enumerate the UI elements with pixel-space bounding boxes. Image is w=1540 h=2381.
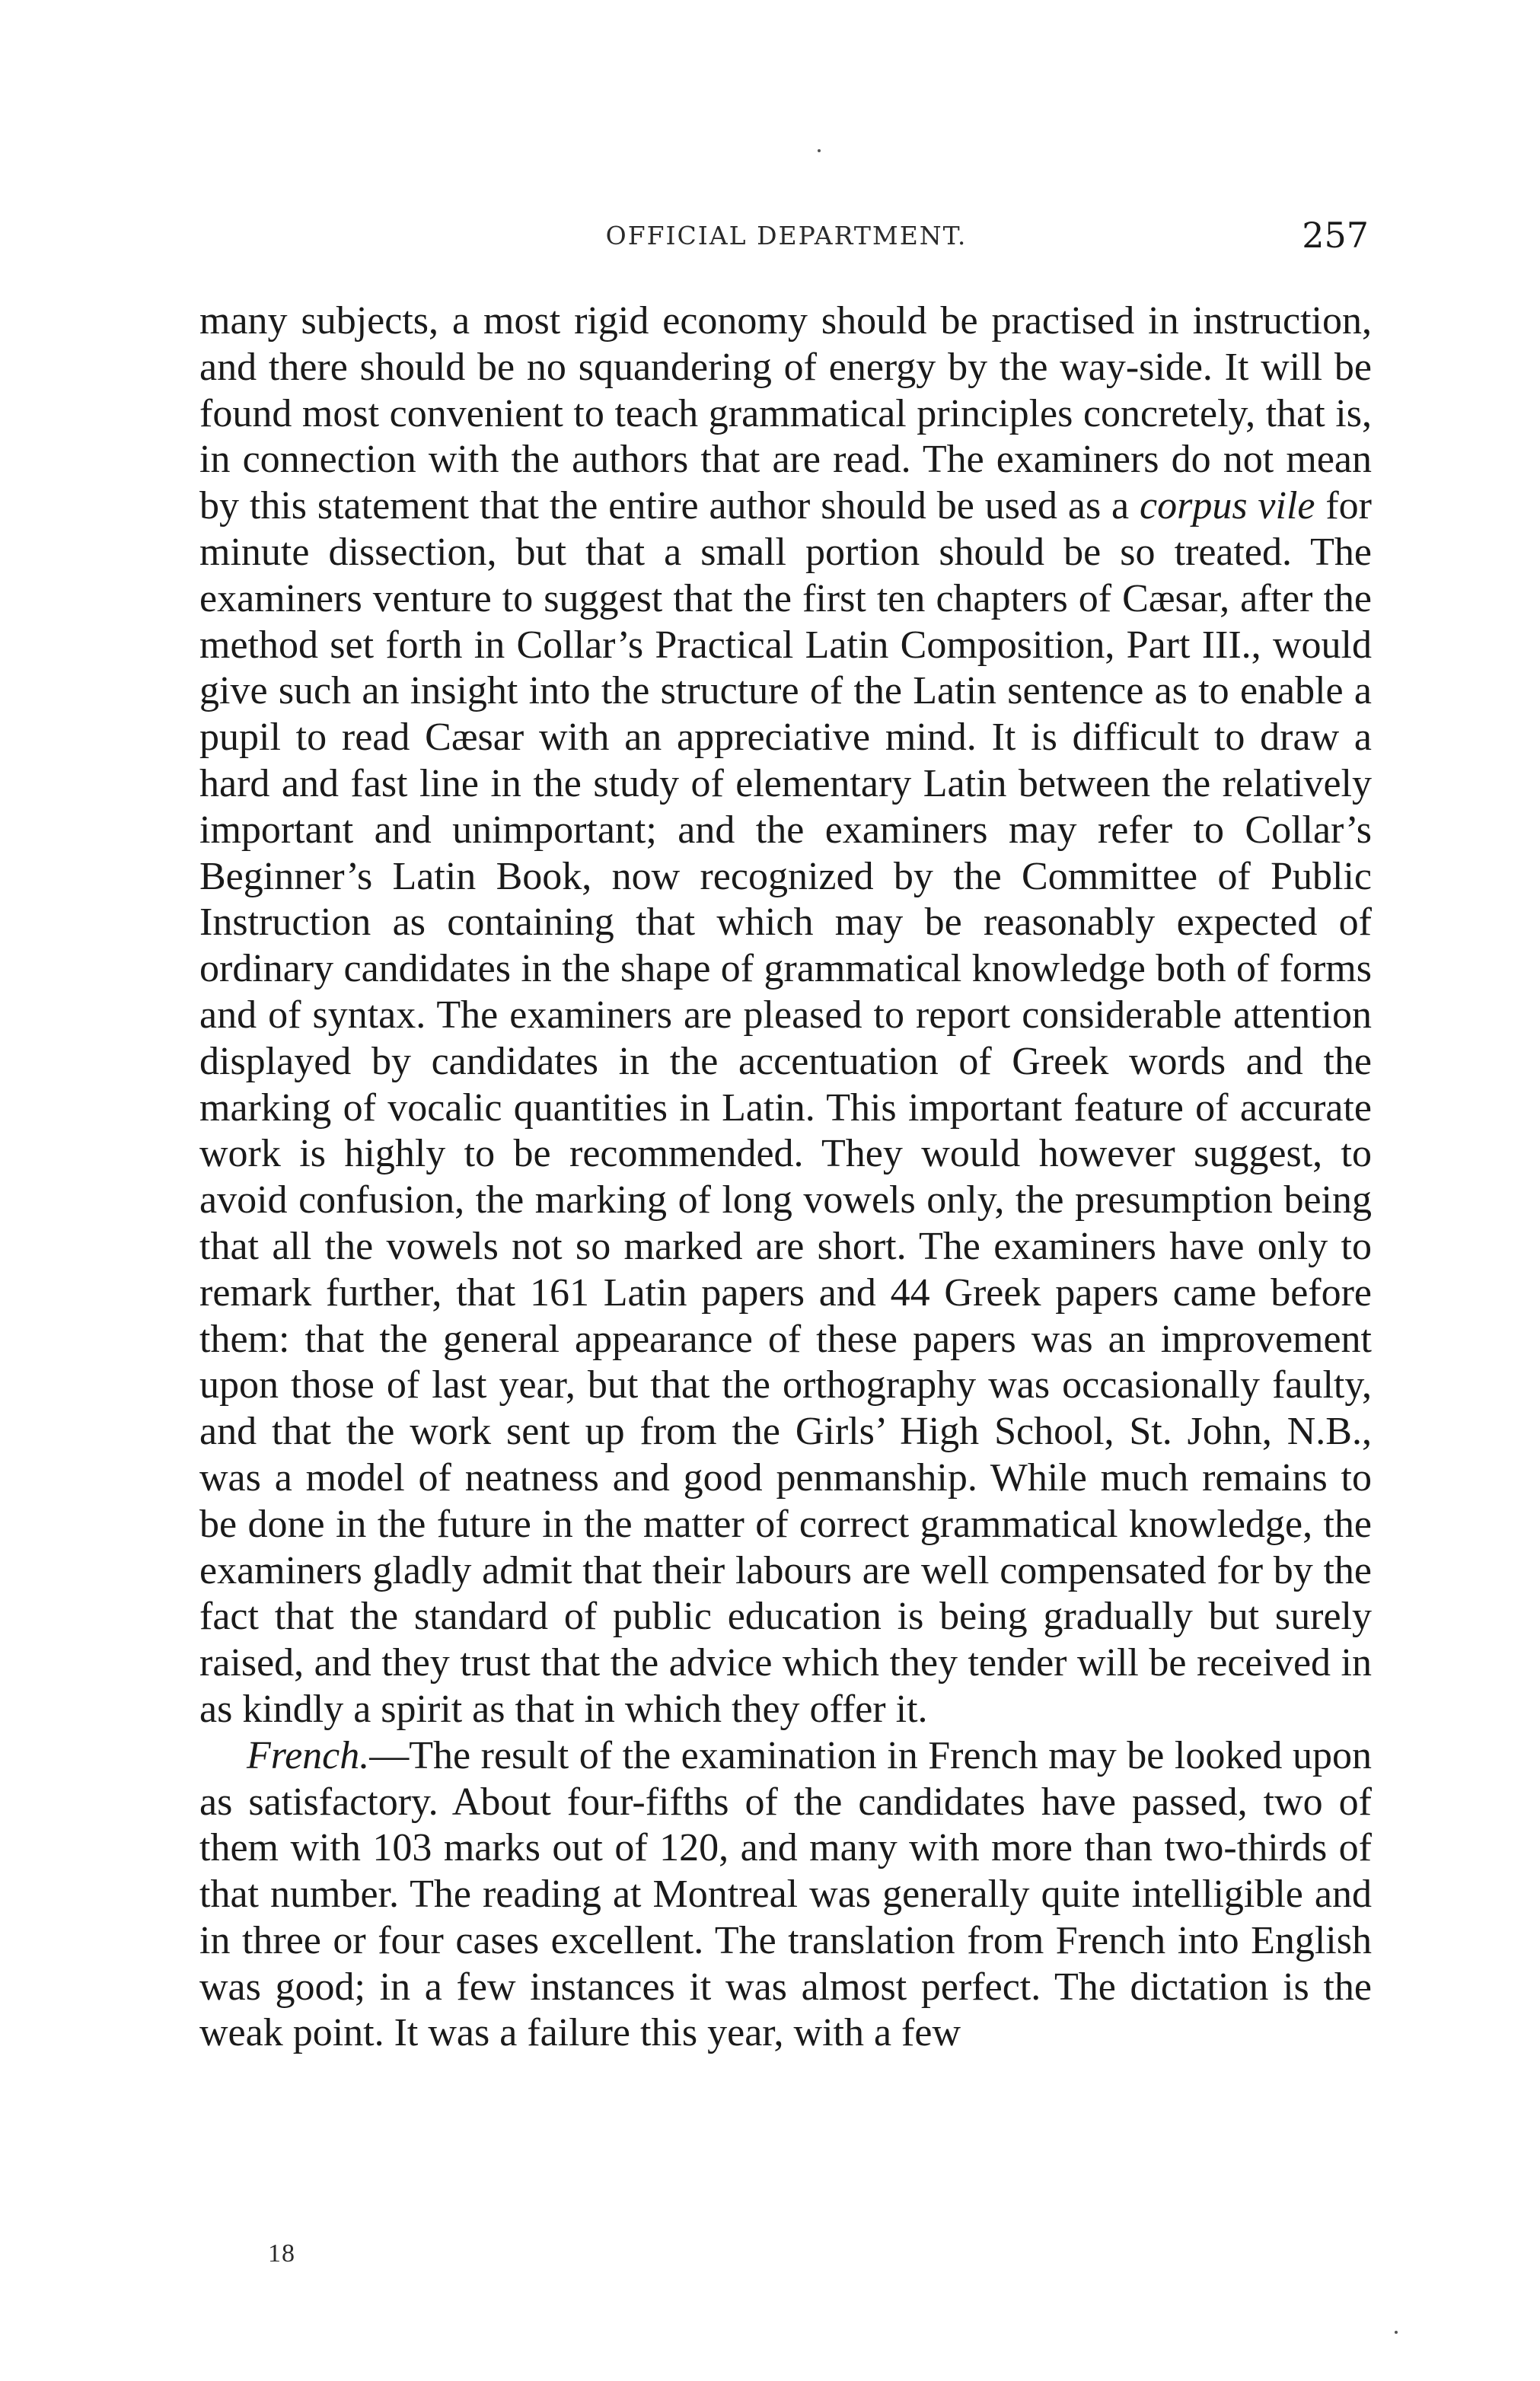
- text-run: for minute dissection, but that a small portion should be so treated. The examiners venture to suggest that the first ten chapters of Cæsar, after the method set forth in Collar’s Practical Latin Composition, Part III., would give such an insight into the structure of the Latin sentence as to enable a pupil to read Cæsar with an appreciative mind. It is difficult to draw a hard and fast line in the study of elementary Latin between the relatively important and unimportant; and the examiners may refer to Collar’s Beginner’s Latin Book, now recognized by the Committee of Public Instruction as containing that which may be reasonably expected of ordinary candidates in the shape of grammatical knowledge both of forms and of syntax. The examiners are pleased to report considerable attention displayed by candidates in the accentuation of Greek words and the marking of vocalic quantities in Latin. This important feature of accurate work is highly to be recommended. They would however suggest, to avoid confusion, the marking of long vowels only, the presumption being that all the vowels not so marked are short. The examiners have only to remark further, that 161 Latin papers and 44 Greek papers came before them: that the general appearance of these papers was an improvement upon those of last year, but that the orthography was occasionally faulty, and that the work sent up from the Girls’ High School, St. John, N.B., was a model of neatness and good penmanship. While much remains to be done in the future in the matter of correct grammatical knowledge, the examiners gladly admit that their labours are well compensated for by the fact that the standard of public education is being gradually but surely raised, and they trust that the advice which they tender will be received in as kindly a spirit as that in which they offer it.: [199, 484, 1373, 1731]
- page-header: [204, 215, 1369, 276]
- page-number: 257: [1302, 215, 1369, 256]
- paragraph-latin-greek-report: [199, 298, 1372, 1733]
- stray-mark: [1395, 2331, 1398, 2334]
- body-text: [199, 298, 1372, 2057]
- italic-phrase: corpus vile: [1140, 484, 1315, 528]
- text-run: —The result of the examination in French may be looked upon as satisfactory. About four-fifths of the candidates have passed, two of them with 103 marks out of 120, and many with more than two-thirds of that number. The reading at Montreal was generally quite intelligible and in three or four cases excellent. The translation from French into English was good; in a few instances it was almost perfect. The dictation is the weak point. It was a failure this year, with a few: [199, 1733, 1372, 2055]
- paragraph-french-report: [199, 1733, 1372, 2057]
- text-run: many subjects, a most rigid economy should be practised in instruction, and there should be no squandering of energy by the way-side. It will be found most convenient to teach grammatical principles concretely, that is, in connection with the authors that are read. The examiners do not mean by this statement that the entire author should be used as a: [199, 299, 1372, 528]
- running-title: OFFICIAL DEPARTMENT.: [605, 221, 968, 250]
- stray-mark: [818, 149, 821, 152]
- signature-mark: 18: [268, 2239, 295, 2268]
- section-heading-french: French.: [247, 1733, 370, 1777]
